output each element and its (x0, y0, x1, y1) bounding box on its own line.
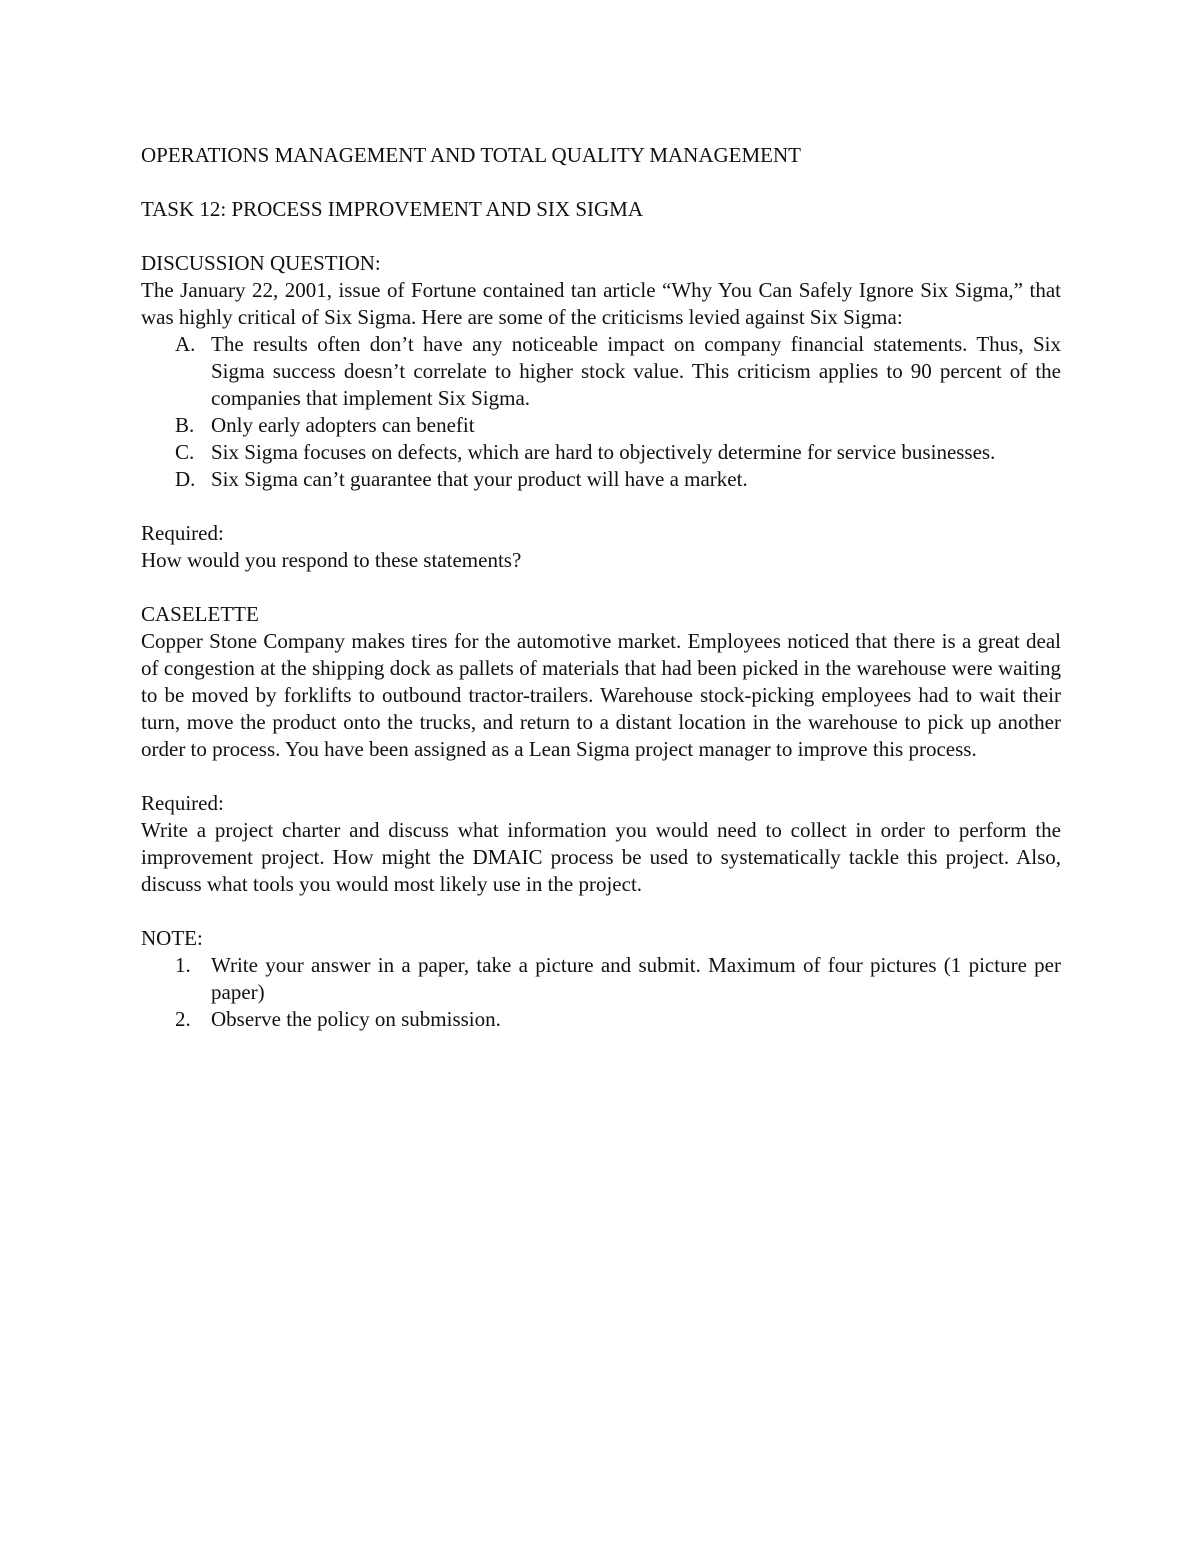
list-marker: C. (175, 440, 195, 464)
list-item (141, 439, 1061, 466)
list-item-text: The results often don’t have any noticeable impact on company financial statements. Thus, Six Sigma success doesn’t correlate to higher stock value. This criticism applies to 90 percent of the companies that implement Six Sigma. (211, 332, 1061, 410)
list-item (141, 412, 1061, 439)
spacer (141, 898, 1061, 925)
spacer (141, 574, 1061, 601)
document-page (141, 142, 1061, 1033)
list-item (141, 466, 1061, 493)
spacer (141, 223, 1061, 250)
list-item-text: Six Sigma can’t guarantee that your product will have a market. (211, 467, 748, 491)
discussion-heading: DISCUSSION QUESTION: (141, 251, 381, 275)
criticisms-list (141, 331, 1061, 493)
note-heading: NOTE: (141, 926, 203, 950)
required-text: How would you respond to these statements? (141, 548, 522, 572)
list-item-text: Only early adopters can benefit (211, 413, 475, 437)
spacer (141, 169, 1061, 196)
list-marker: A. (175, 332, 196, 356)
task-title: TASK 12: PROCESS IMPROVEMENT AND SIX SIGMA (141, 197, 644, 221)
required-text: Write a project charter and discuss what information you would need to collect in order to perform the improvement project. How might the DMAIC process be used to systematically tackle this project. Also, discuss what tools you would most likely use in the project. (141, 818, 1061, 896)
list-item-text: Observe the policy on submission. (211, 1007, 501, 1031)
list-marker: D. (175, 467, 196, 491)
discussion-intro: The January 22, 2001, issue of Fortune contained tan article “Why You Can Safely Ignore Six Sigma,” that was highly critical of Six Sigma. Here are some of the criticisms levied against Six Sigma: (141, 278, 1061, 329)
required-label: Required: (141, 791, 224, 815)
list-marker: 1. (175, 953, 191, 977)
list-item (141, 952, 1061, 1006)
list-item-text: Write your answer in a paper, take a picture and submit. Maximum of four pictures (1 picture per paper) (211, 953, 1061, 1004)
list-item (141, 1006, 1061, 1033)
spacer (141, 493, 1061, 520)
list-item (141, 331, 1061, 412)
caselette-body: Copper Stone Company makes tires for the automotive market. Employees noticed that there is a great deal of congestion at the shipping dock as pallets of materials that had been picked in the warehouse were waiting to be moved by forklifts to outbound tractor-trailers. Warehouse stock-picking employees had to wait their turn, move the product onto the trucks, and return to a distant location in the warehouse to pick up another order to process. You have been assigned as a Lean Sigma project manager to improve this process. (141, 629, 1061, 761)
list-item-text: Six Sigma focuses on defects, which are hard to objectively determine for service businesses. (211, 440, 996, 464)
spacer (141, 763, 1061, 790)
list-marker: 2. (175, 1007, 191, 1031)
note-list (141, 952, 1061, 1033)
course-title: OPERATIONS MANAGEMENT AND TOTAL QUALITY MANAGEMENT (141, 143, 801, 167)
required-label: Required: (141, 521, 224, 545)
caselette-heading: CASELETTE (141, 602, 259, 626)
list-marker: B. (175, 413, 195, 437)
